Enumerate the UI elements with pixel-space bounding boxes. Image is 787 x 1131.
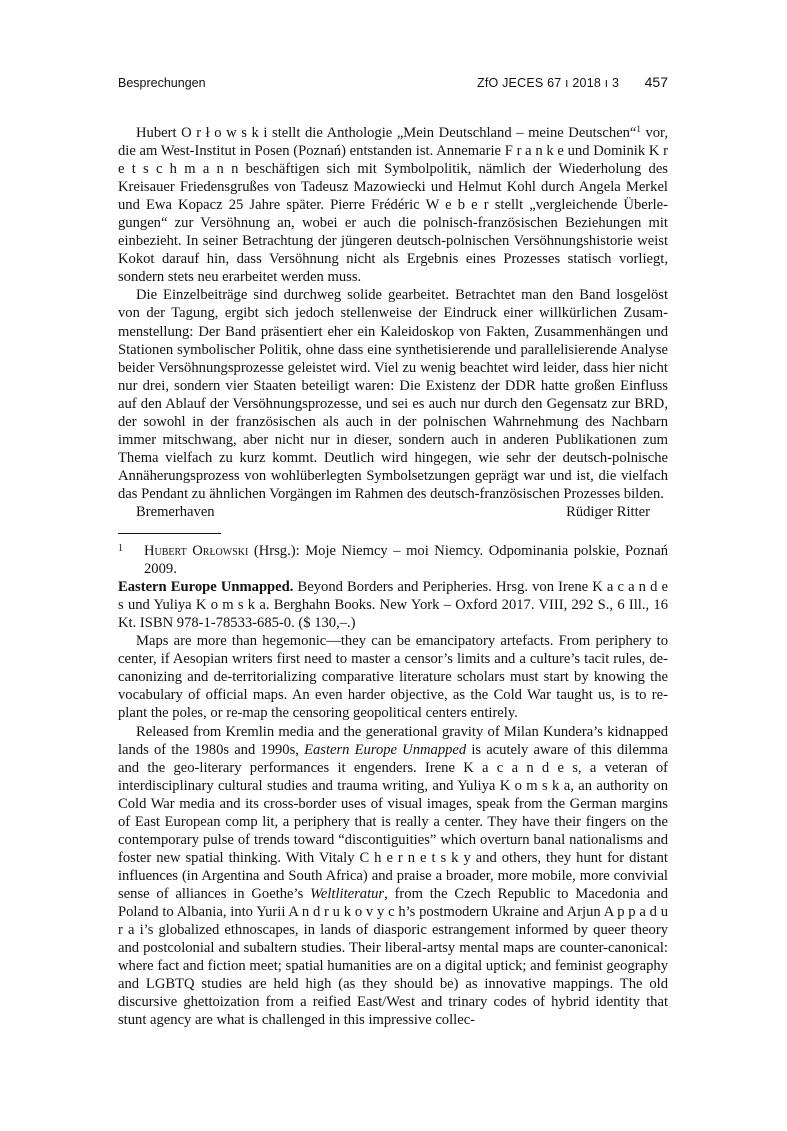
person-name-andrukovych: A n d r u k o v y c h bbox=[288, 903, 406, 920]
running-head bbox=[118, 74, 668, 94]
text-run: . Berghahn Books. New York – Oxford 2017. VIII, 292 S., 6 Ill., 16 Kt. ISBN 978-1-78533-685-0. ($ 130,–.) bbox=[118, 597, 668, 632]
text-run: stellt „vergleichende Überlegungen“ zur Versöhnung an, wobei er auch die polnisch-französischen Beziehungen mit einbezieht. In seiner Betrachtung der jüngeren deutsch-polnischen Versöhnungshistorie weist Kokot darauf hin, dass Versöhnung nicht als Ergebnis eines Prozesses statisch vorliegt, sondern stets neu erarbeitet werden muss. bbox=[118, 197, 668, 286]
text-run: and others, they hunt for distant influences (in Argentina and South Africa) and praise a broader, more mobile, more convivial sense of alliances in Goethe’s bbox=[118, 849, 668, 902]
book-title: Eastern Europe Unmapped. bbox=[118, 579, 294, 596]
editor-name-kacandes: K a c a n d e s bbox=[118, 579, 668, 614]
book-title-italic: Eastern Europe Unmapped bbox=[304, 741, 467, 758]
footnote-author: Hubert Orłowski bbox=[144, 543, 249, 560]
author-name-franke: F r a n k e bbox=[504, 143, 564, 160]
page-body bbox=[118, 124, 668, 1029]
text-run: , from the Czech Republic to Macedonia and Poland to Albania, into Yurii bbox=[118, 885, 668, 920]
text-run: beschäftigen sich mit Symbolpolitik, nämlich der Wiederholung des Kreisauer Friedensgrußes von Tadeusz Mazowiecki und Helmut Kohl durch Angela Merkel und Ewa Kopacz 25 Jahre später. Pierre Frédéric bbox=[118, 161, 668, 214]
review-place: Bremerhaven bbox=[136, 503, 215, 520]
page-number: 457 bbox=[644, 74, 668, 90]
author-name-kretschmann: K r e t s c h m a n n bbox=[118, 143, 668, 178]
person-name-appadurai: A p p a d u r a i bbox=[118, 903, 668, 939]
text-run: und Yuliya bbox=[123, 597, 196, 614]
footnote-reference[interactable]: 1 bbox=[636, 124, 641, 134]
footnote bbox=[118, 542, 668, 578]
text-run: , an authority on Cold War media and its cross-border uses of visual images, speak from the German margins of East European comp lit, a periphery that is really a center. They have their fingers on the contemporary pulse of trends toward “discontiguities” which overturn banal nationalisms and foster new spatial thinking. With Vitaly bbox=[118, 777, 669, 866]
reviewer-name: Rüdiger Ritter bbox=[566, 503, 650, 520]
review2-paragraph-1: Maps are more than hegemonic—they can be emancipatory artefacts. From periphery to center, if Aesopian writers first need to master a censor’s limits and a culture’s tacit rules, de-canonizing and de-territorializing comparative literature scholars must start by knowing the vocabulary of official maps. An even harder objective, as the Cold War taught us, is to re-plant the poles, or re-map the censoring geopolitical centers entirely. bbox=[118, 633, 668, 722]
text-run: und Dominik bbox=[563, 143, 649, 160]
footnote-divider bbox=[118, 533, 221, 534]
text-run: , a veteran of interdisciplinary cultural studies and trauma writing, and Yuliya bbox=[118, 759, 668, 794]
journal-citation: ZfO JECES 67 ı 2018 ı 3 bbox=[477, 76, 620, 90]
text-run: Beyond Borders and Peripheries. Hrsg. von Irene bbox=[293, 579, 593, 596]
review1-paragraph-1 bbox=[118, 124, 668, 286]
person-name-komska: K o m s k a bbox=[499, 777, 571, 794]
author-name-weber: W e b e r bbox=[425, 197, 489, 214]
author-name-orlowski: Hubert O r ł o w s k i bbox=[136, 125, 268, 141]
text-run: stellt die Anthologie „Mein Deutschland – meine Deutschen“ bbox=[267, 125, 637, 141]
footnote-number: 1 bbox=[118, 543, 123, 555]
text-run: Released from Kremlin media and the generational gravity of Milan Kundera’s kidnapped lands of the 1980s and 1990s, bbox=[118, 723, 668, 758]
text-run: vor, die am West-Institut in Posen (Poznań) entstanden ist. Annemarie bbox=[118, 125, 668, 160]
text-run: is acutely aware of this dilemma and the geo-literary performances it engenders. Irene bbox=[118, 741, 669, 776]
person-name-chernetsky: C h e r n e t s k y bbox=[359, 849, 471, 866]
review1-paragraph-2: Die Einzelbeiträge sind durchweg solide gearbeitet. Betrachtet man den Band losgelöst von der Tagung, ergibt sich jedoch stellenweise der Eindruck einer willkürlichen Zusammenstellung: Der Band präsentiert eher ein Kaleidoskop von Fakten, Zusammenhängen und Stationen symbolischer Politik, ohne dass eine synthetisierende und parallelisierende Analyse beider Versöhnungsprozesse geleistet wird. Viel zu wenig beachtet wird leider, dass hier nicht nur drei, sondern vier Staaten beteiligt waren: Die Existenz der DDR hatte großen Einfluss auf den Ablauf der Versöhnungsprozesse, und sei es auch nur durch den Gegensatz zur BRD, der sowohl in der französischen als auch in der polnischen Wahrnehmung des Nachbarn immer mitschwang, aber nicht nur in dieser, sondern auch in anderen Publikationen zum Thema vielfach zu kurz kommt. Deutlich wird hingegen, wie sehr der deutsch-polnische Annäherungsprozess von wohlüberlegten Symbolsetzungen geprägt war und ist, die vielfach das Pendant zu ähnlichen Vorgängen im Rahmen des deutsch-französischen Prozesses bilden. bbox=[118, 287, 668, 502]
text-run: ’s postmodern Ukraine and Arjun bbox=[405, 903, 604, 920]
text-run: ’s globalized ethnoscapes, in lands of diasporic estrangement informed by queer theory and postcolonial and subaltern studies. Their liberal-artsy mental maps are counter-canonical: where fact and fiction meet; spatial humanities are on a digital uptick; and feminist geography and LGBTQ studies are held high (as they should be) as innovative mappings. The old discursive ghettoization from a reified East/West and trinary codes of hybrid identity that stunt agency are what is challenged in this impressive collec- bbox=[118, 922, 668, 1029]
section-title: Besprechungen bbox=[118, 76, 206, 90]
editor-name-komska: K o m s k a bbox=[195, 597, 266, 614]
review-signature bbox=[118, 503, 668, 521]
person-name-kacandes: K a c a n d e s bbox=[463, 759, 578, 776]
review2-paragraph-2 bbox=[118, 723, 668, 1030]
review2-header bbox=[118, 578, 668, 632]
term-weltliteratur: Weltliteratur bbox=[310, 885, 385, 902]
footnote-text: (Hrsg.): Moje Niemcy – moi Niemcy. Odpominania polskie, Poznań 2009. bbox=[144, 543, 668, 578]
